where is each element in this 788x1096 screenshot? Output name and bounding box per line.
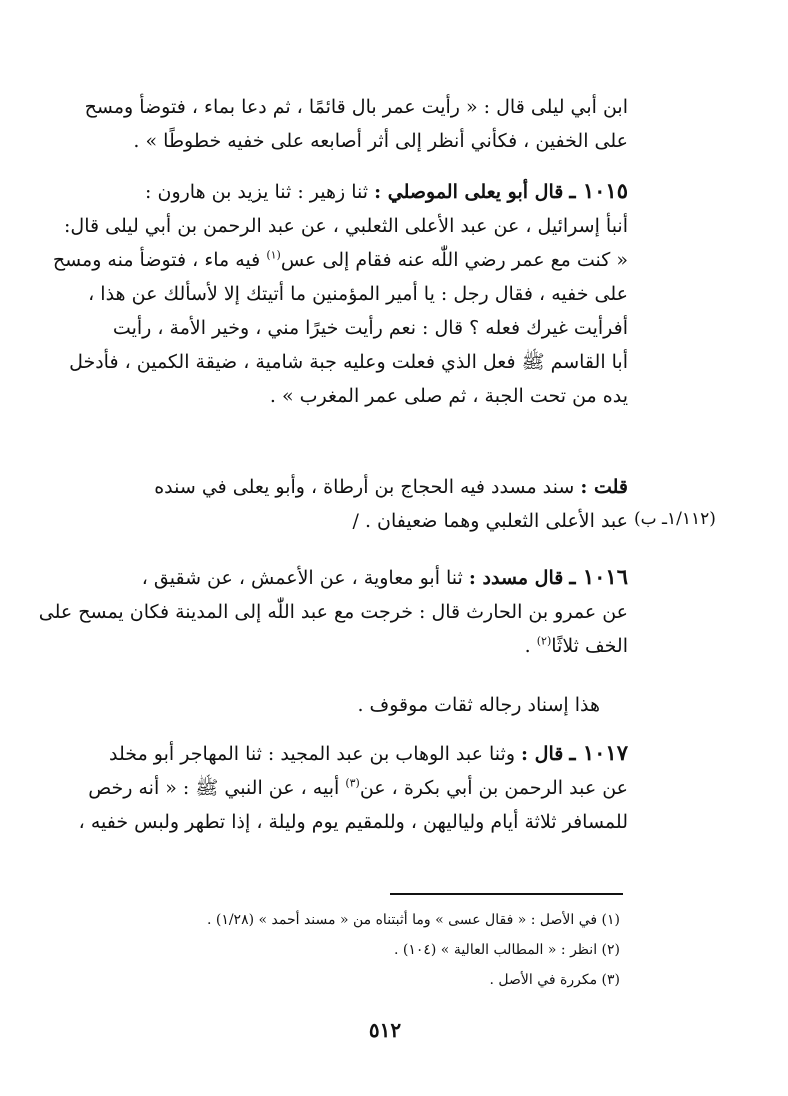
hadith-heading: قال :: [521, 743, 564, 765]
text-line: [52, 243, 628, 277]
text-segment: أبيه ، عن النبي ﷺ : « أنه رخص: [88, 777, 346, 799]
text-line: أنبأ إسرائيل ، عن عبد الأعلى الثعلبي ، عن عبد الرحمن بن أبي ليلى قال:: [64, 215, 628, 237]
hadith-heading: قال أبو يعلى الموصلي :: [374, 181, 564, 203]
page-number: ٥١٢: [368, 1018, 402, 1042]
text-line: أفرأيت غيرك فعله ؟ قال : نعم رأيت خيرًا مني ، وخير الأمة ، رأيت: [112, 317, 628, 339]
hadith-heading-line: [141, 560, 628, 595]
text-line: [150, 629, 628, 663]
manuscript-folio-reference: (١/١١٢ـ ب): [634, 509, 716, 529]
footnote-marker: (٢): [536, 634, 552, 648]
text-line: يده من تحت الجبة ، ثم صلى عمر المغرب » .: [269, 385, 628, 407]
hadith-1016: [38, 560, 628, 663]
hadith-number: ١٠١٦ ـ: [569, 564, 628, 589]
comment-1016: [150, 688, 600, 722]
text-segment: ثنا أبو معاوية ، عن الأعمش ، عن شقيق ،: [141, 567, 463, 589]
footnote-marker: (١): [266, 248, 281, 262]
footnote-separator: [390, 893, 623, 895]
text-line: عن عمرو بن الحارث قال : خرجت مع عبد اللّٰه إلى المدينة فكان يمسح على: [38, 601, 628, 623]
text-line: هذا إسناد رجاله ثقات موقوف .: [357, 694, 600, 716]
text-segment: « كنت مع عمر رضي اللّٰه عنه فقام إلى عس: [280, 249, 628, 271]
hadith-heading: قال مسدد :: [468, 567, 564, 589]
text-segment: فيه ماء ، فتوضأ منه ومسح: [52, 249, 267, 271]
comment-1015: [150, 470, 628, 538]
hadith-heading-line: [109, 736, 628, 771]
text-line: للمسافر ثلاثة أيام ولياليهن ، وللمقيم يوم وليلة ، إذا تطهر ولبس خفيه ،: [78, 811, 628, 833]
text-segment: الخف ثلاثًا: [551, 635, 628, 657]
footnote: (٣) مكررة في الأصل .: [489, 972, 620, 988]
footnotes: [150, 905, 620, 995]
hadith-1017: [78, 736, 628, 839]
text-segment: سند مسدد فيه الحجاج بن أرطاة ، وأبو يعلى في سنده: [154, 476, 575, 498]
hadith-heading-line: [145, 174, 628, 209]
text-segment: عن عبد الرحمن بن أبي بكرة ، عن: [359, 777, 628, 799]
comment-line: [150, 470, 628, 504]
text-segment: وثنا عبد الوهاب بن عبد المجيد : ثنا المهاجر أبو مخلد: [109, 743, 515, 765]
text-segment: .: [524, 635, 537, 657]
text-segment: ثنا زهير : ثنا يزيد بن هارون :: [145, 181, 369, 203]
text-line: أبا القاسم ﷺ فعل الذي فعلت وعليه جبة شامية ، ضيقة الكمين ، فأدخل: [69, 351, 628, 373]
footnote-marker: (٣): [345, 776, 360, 790]
hadith-number: ١٠١٧ ـ: [569, 740, 628, 765]
hadith-number: ١٠١٥ ـ: [569, 178, 628, 203]
hadith-1015: [52, 174, 628, 413]
text-line: عبد الأعلى الثعلبي وهما ضعيفان . /: [352, 510, 628, 532]
text-line: على خفيه ، فقال رجل : يا أمير المؤمنين ما أتيتك إلا لأسألك عن هذا ،: [88, 283, 628, 305]
footnote: (٢) انظر : « المطالب العالية » (١٠٤) .: [393, 942, 620, 958]
text-line: ابن أبي ليلى قال : « رأيت عمر بال قائمًا ، ثم دعا بماء ، فتوضأ ومسح: [84, 96, 628, 118]
paragraph-intro: [84, 90, 628, 158]
text-line: [88, 771, 628, 805]
text-line: على الخفين ، فكأني أنظر إلى أثر أصابعه على خفيه خطوطًا » .: [133, 130, 628, 152]
comment-label: قلت :: [580, 476, 628, 498]
footnote: (١) في الأصل : « فقال عسى » وما أثبتناه من « مسند أحمد » (١/٢٨) .: [206, 912, 620, 928]
